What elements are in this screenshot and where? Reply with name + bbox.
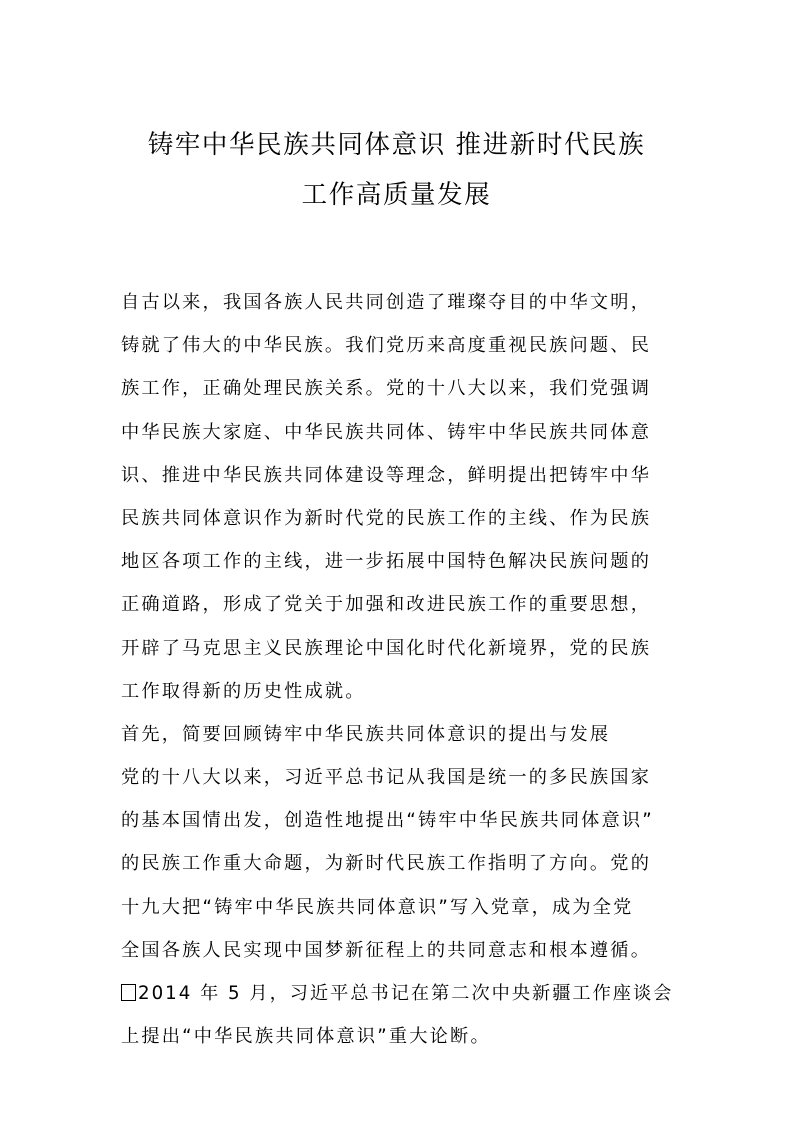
body-line: 党的十八大以来，习近平总书记从我国是统一的多民族国家 bbox=[121, 767, 652, 789]
body-line: 全国各族人民实现中国梦新征程上的共同意志和根本遵循。 bbox=[121, 939, 652, 961]
body-line: 的民族工作重大命题，为新时代民族工作指明了方向。党的 bbox=[121, 853, 652, 875]
body-line-with-box bbox=[121, 972, 674, 1015]
body-line: 工作取得新的历史性成就。 bbox=[121, 680, 366, 702]
document-body bbox=[121, 281, 674, 1058]
body-line: 正确道路，形成了党关于加强和改进民族工作的重要思想， bbox=[121, 594, 652, 616]
body-line: 族工作，正确处理民族关系。党的十八大以来，我们党强调 bbox=[121, 378, 652, 400]
body-line: 民族共同体意识作为新时代党的民族工作的主线、作为民族 bbox=[121, 507, 652, 529]
body-line: 识、推进中华民族共同体建设等理念，鲜明提出把铸牢中华 bbox=[121, 464, 652, 486]
document-title-line-2: 工作高质量发展 bbox=[301, 180, 492, 210]
body-line: 上提出“中华民族共同体意识”重大论断。 bbox=[121, 1026, 491, 1048]
body-line: 的基本国情出发，创造性地提出“铸牢中华民族共同体意识” bbox=[121, 810, 654, 832]
document-title-line-1: 铸牢中华民族共同体意识 推进新时代民族 bbox=[147, 130, 646, 160]
body-line: 开辟了马克思主义民族理论中国化时代化新境界，党的民族 bbox=[121, 637, 652, 659]
section-heading: 首先，简要回顾铸牢中华民族共同体意识的提出与发展 bbox=[121, 723, 611, 745]
placeholder-box-icon bbox=[121, 984, 136, 1001]
body-line: 十九大把“铸牢中华民族共同体意识”写入党章，成为全党 bbox=[121, 896, 634, 918]
body-line: 铸就了伟大的中华民族。我们党历来高度重视民族问题、民 bbox=[121, 335, 652, 357]
body-line: 自古以来，我国各族人民共同创造了璀璨夺目的中华文明， bbox=[121, 292, 652, 313]
body-line: 中华民族大家庭、中华民族共同体、铸牢中华民族共同体意 bbox=[121, 421, 652, 443]
body-line-text: 2014 年 5 月，习近平总书记在第二次中央新疆工作座谈会 bbox=[138, 983, 674, 1004]
body-line: 地区各项工作的主线，进一步拓展中国特色解决民族问题的 bbox=[121, 551, 652, 573]
